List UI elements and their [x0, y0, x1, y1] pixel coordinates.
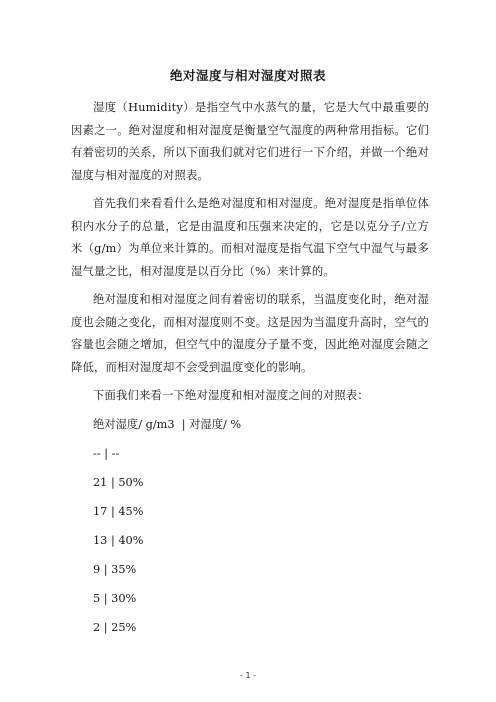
- table-row: 5 | 30%: [93, 591, 137, 605]
- table-row: 13 | 40%: [93, 533, 144, 547]
- document-body: [71, 97, 429, 646]
- table-row: 17 | 45%: [93, 504, 144, 518]
- paragraph-definitions: 首先我们来看看什么是绝对湿度和相对湿度。绝对湿度是指单位体积内水分子的总量，它是由温度和压强来决定的，它是以克分子/立方米（g/m）为单位来计算的。而相对湿度是指气温下空气中湿气与最多湿气量之比，相对湿度是以百分比（%）来计算的。: [71, 197, 429, 278]
- humidity-table: [71, 414, 429, 640]
- table-row: 2 | 25%: [93, 620, 137, 634]
- table-separator-line: -- | --: [93, 446, 120, 460]
- paragraph-intro: 湿度（Humidity）是指空气中水蒸气的量，它是大气中最重要的因素之一。绝对湿度和相对湿度是衡量空气湿度的两种常用指标。它们有着密切的关系，所以下面我们就对它们进行一下介绍，并做一个绝对湿度与相对湿度的对照表。: [71, 101, 429, 182]
- table-row: 21 | 50%: [93, 475, 144, 489]
- paragraph-relationship: 绝对湿度和相对湿度之间有着密切的联系，当温度变化时，绝对湿度也会随之变化，而相对湿度则不变。这是因为当温度升高时，空气的容量也会随之增加，但空气中的湿度分子量不变，因此绝对湿度会随之降低，而相对湿度却不会受到温度变化的影响。: [71, 293, 429, 374]
- table-header-line: 绝对湿度/ g/m3 | 对湿度/ %: [93, 417, 242, 431]
- paragraph-table-intro: 下面我们来看一下绝对湿度和相对湿度之间的对照表：: [93, 389, 369, 402]
- document-title: 绝对湿度与相对湿度对照表: [169, 68, 326, 83]
- table-row: 9 | 35%: [93, 562, 137, 576]
- page-number: - 1 -: [240, 671, 256, 680]
